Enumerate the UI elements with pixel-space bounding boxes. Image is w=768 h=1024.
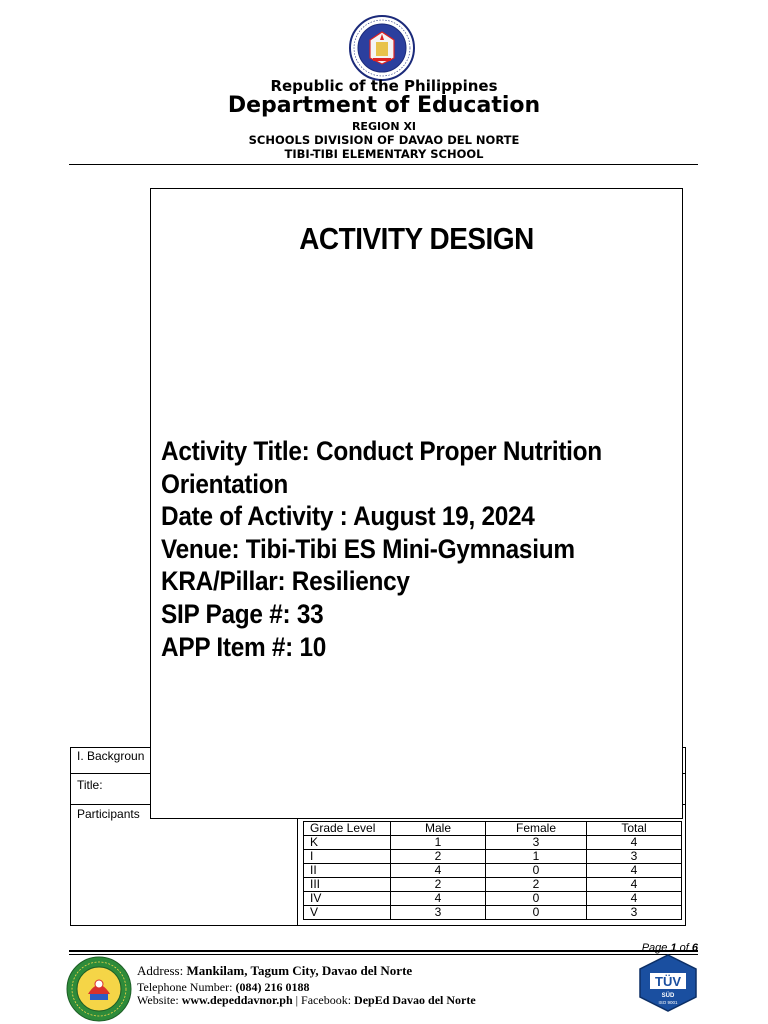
cover-title: ACTIVITY DESIGN xyxy=(299,221,534,256)
female-cell: 0 xyxy=(486,906,587,920)
header-female: Female xyxy=(486,822,587,836)
footer-divider xyxy=(69,950,698,952)
activity-venue: Venue: Tibi-Tibi ES Mini-Gymnasium xyxy=(161,533,575,564)
grade-cell: III xyxy=(304,878,391,892)
total-cell: 4 xyxy=(587,836,682,850)
table-row xyxy=(304,850,682,864)
address-value: Mankilam, Tagum City, Davao del Norte xyxy=(186,963,413,978)
footer-web xyxy=(137,993,476,1008)
page-prefix: Page xyxy=(641,942,671,954)
grade-cell: I xyxy=(304,850,391,864)
female-cell: 1 xyxy=(486,850,587,864)
activity-app-item: APP Item #: 10 xyxy=(161,631,327,662)
female-cell: 3 xyxy=(486,836,587,850)
male-cell: 3 xyxy=(391,906,486,920)
total-cell: 4 xyxy=(587,878,682,892)
female-cell: 0 xyxy=(486,892,587,906)
grade-cell: II xyxy=(304,864,391,878)
total-cell: 4 xyxy=(587,864,682,878)
participants-label: Participants xyxy=(77,807,140,821)
male-cell: 2 xyxy=(391,850,486,864)
page-mid: of xyxy=(676,942,692,954)
male-cell: 2 xyxy=(391,878,486,892)
enrollment-header-row xyxy=(304,822,682,836)
telephone-value: (084) 216 0188 xyxy=(235,980,310,994)
website-link[interactable]: www.depeddavnor.ph xyxy=(181,993,293,1007)
tuv-sud-iso-certification-logo-icon xyxy=(636,953,700,1013)
grade-cell: K xyxy=(304,836,391,850)
website-label: Website: xyxy=(137,993,182,1007)
footer-address xyxy=(137,963,412,979)
male-cell: 4 xyxy=(391,892,486,906)
header-region: REGION XI xyxy=(351,120,417,133)
activity-sip-page: SIP Page #: 33 xyxy=(161,598,324,629)
female-cell: 0 xyxy=(486,864,587,878)
header-grade-level: Grade Level xyxy=(304,822,391,836)
tuv-iso-text: ISO 9001 xyxy=(658,1000,678,1005)
male-cell: 1 xyxy=(391,836,486,850)
header-department: Department of Education xyxy=(227,93,541,118)
total-cell: 3 xyxy=(587,906,682,920)
header-republic: Republic of the Philippines xyxy=(270,77,498,95)
tuv-text: TÜV xyxy=(655,974,681,989)
background-section-label: I. Backgroun xyxy=(77,749,145,763)
facebook-link[interactable]: DepEd Davao del Norte xyxy=(354,993,476,1007)
activity-title-line-2: Orientation xyxy=(161,468,289,499)
activity-kra-pillar: KRA/Pillar: Resiliency xyxy=(161,566,410,597)
header-school: TIBI-TIBI ELEMENTARY SCHOOL xyxy=(284,147,484,161)
grade-cell: V xyxy=(304,906,391,920)
table-row xyxy=(304,878,682,892)
table-row xyxy=(304,892,682,906)
header-total: Total xyxy=(587,822,682,836)
header-division: SCHOOLS DIVISION OF DAVAO DEL NORTE xyxy=(248,133,520,147)
telephone-label: Telephone Number: xyxy=(137,980,236,994)
address-label: Address: xyxy=(137,963,187,978)
title-label: Title: xyxy=(77,778,103,792)
female-cell: 2 xyxy=(486,878,587,892)
footer-separator: | xyxy=(292,993,302,1007)
grade-cell: IV xyxy=(304,892,391,906)
activity-details xyxy=(161,435,671,663)
enrollment-table xyxy=(303,821,682,920)
participants-column-divider xyxy=(297,805,298,926)
page-current: 1 xyxy=(670,942,677,954)
page-total: 6 xyxy=(691,942,698,954)
table-row xyxy=(304,836,682,850)
header-divider xyxy=(69,164,698,165)
total-cell: 3 xyxy=(587,850,682,864)
facebook-label: Facebook: xyxy=(301,993,355,1007)
male-cell: 4 xyxy=(391,864,486,878)
footer-divider-thin xyxy=(69,954,698,955)
activity-title-line-1: Activity Title: Conduct Proper Nutrition xyxy=(161,436,602,466)
tuv-sub-text: SÜD xyxy=(661,993,675,999)
total-cell: 4 xyxy=(587,892,682,906)
deped-seal-icon xyxy=(348,14,416,82)
header-male: Male xyxy=(391,822,486,836)
activity-date: Date of Activity : August 19, 2024 xyxy=(161,501,535,532)
table-row xyxy=(304,864,682,878)
division-of-davao-del-norte-logo-icon xyxy=(66,956,132,1022)
table-row xyxy=(304,906,682,920)
